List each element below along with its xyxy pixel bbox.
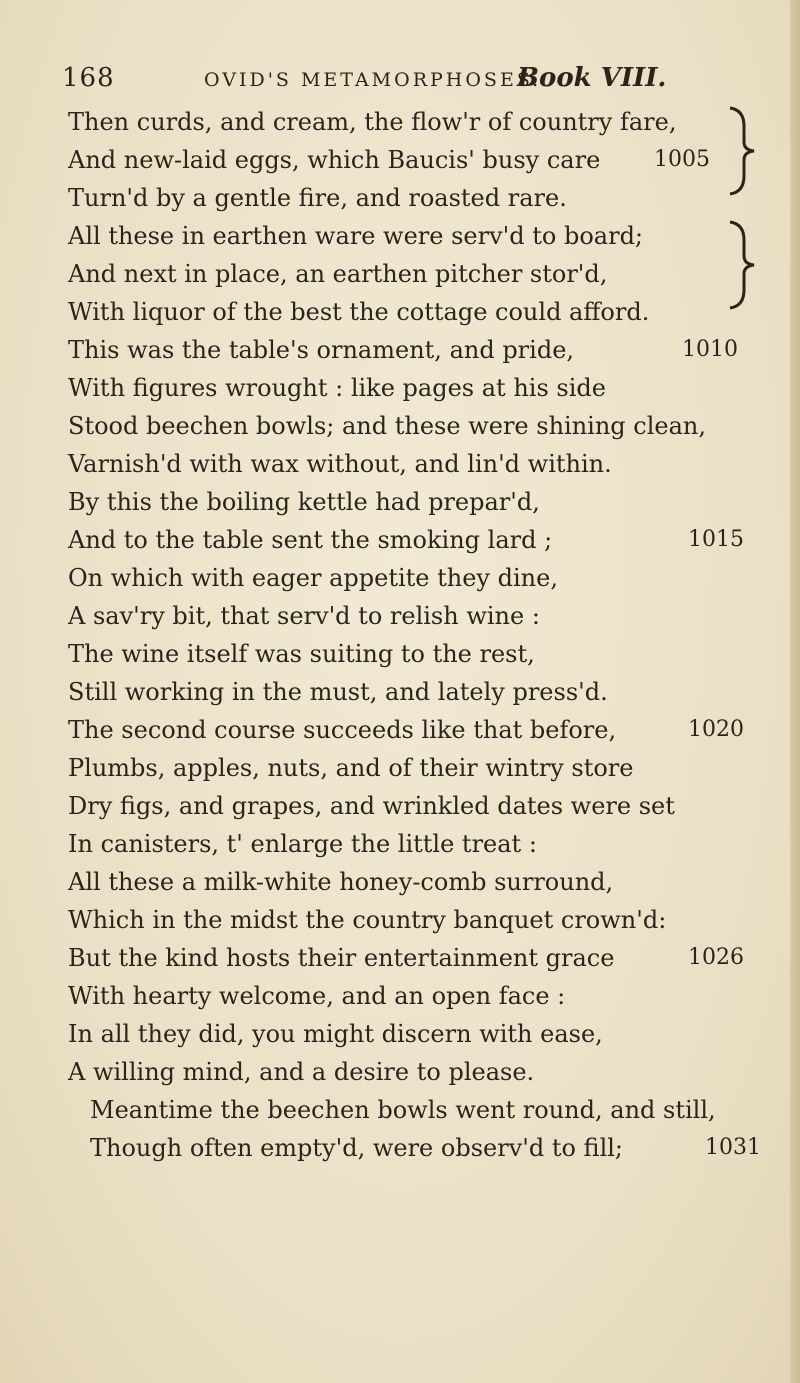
line-number: 1010: [682, 337, 738, 362]
verse-line: Though often empty'd, were observ'd to fill;: [90, 1134, 624, 1162]
verse-line: Meantime the beechen bowls went round, and still,: [90, 1096, 716, 1124]
verse-line: By this the boiling kettle had prepar'd,: [68, 488, 540, 516]
verse-line: With liquor of the best the cottage could afford.: [68, 298, 650, 326]
verse-line: Turn'd by a gentle fire, and roasted rare.: [68, 184, 567, 212]
verse-line: Which in the midst the country banquet crown'd:: [68, 906, 667, 934]
verse-line: A willing mind, and a desire to please.: [68, 1058, 535, 1086]
verse-line: Varnish'd with wax without, and lin'd within.: [68, 450, 612, 478]
verse-line: The wine itself was suiting to the rest,: [68, 640, 535, 668]
line-number: 1015: [688, 527, 744, 552]
verse-line: With figures wrought : like pages at his side: [68, 374, 606, 402]
verse-line: Plumbs, apples, nuts, and of their wintry store: [68, 754, 634, 782]
verse-line: Dry figs, and grapes, and wrinkled dates were set: [68, 792, 675, 820]
verse-line: And to the table sent the smoking lard ;: [68, 526, 553, 554]
verse-line: This was the table's ornament, and pride,: [68, 336, 575, 364]
verse-line: Stood beechen bowls; and these were shining clean,: [68, 412, 707, 440]
line-number: 1031: [705, 1135, 761, 1160]
verse-line: And next in place, an earthen pitcher stor'd,: [68, 260, 608, 288]
line-number: 1020: [688, 717, 744, 742]
verse-line: Then curds, and cream, the flow'r of country fare,: [68, 108, 677, 136]
verse-line: The second course succeeds like that before,: [68, 716, 617, 744]
verse-line: With hearty welcome, and an open face :: [68, 982, 566, 1010]
verse-line: In canisters, t' enlarge the little treat :: [68, 830, 537, 858]
verse-line: But the kind hosts their entertainment grace: [68, 944, 615, 972]
verse-line: All these in earthen ware were serv'd to board;: [68, 222, 644, 250]
running-title: OVID'S METAMORPHOSES.: [204, 69, 542, 91]
verse-line: Still working in the must, and lately press'd.: [68, 678, 608, 706]
page-header: [62, 63, 762, 103]
verse-line: On which with eager appetite they dine,: [68, 564, 558, 592]
line-number: 1005: [654, 147, 710, 172]
triplet-brace: [726, 218, 756, 312]
page-edge: [790, 0, 800, 1383]
verse-line: In all they did, you might discern with ease,: [68, 1020, 603, 1048]
line-number: 1026: [688, 945, 744, 970]
verse-line: And new-laid eggs, which Baucis' busy care: [68, 146, 601, 174]
verse-line: A sav'ry bit, that serv'd to relish wine :: [68, 602, 540, 630]
book-reference: Book VIII.: [517, 63, 667, 93]
triplet-brace: [726, 104, 756, 198]
verse-line: All these a milk-white honey-comb surround,: [68, 868, 614, 896]
page-number: 168: [62, 63, 115, 93]
